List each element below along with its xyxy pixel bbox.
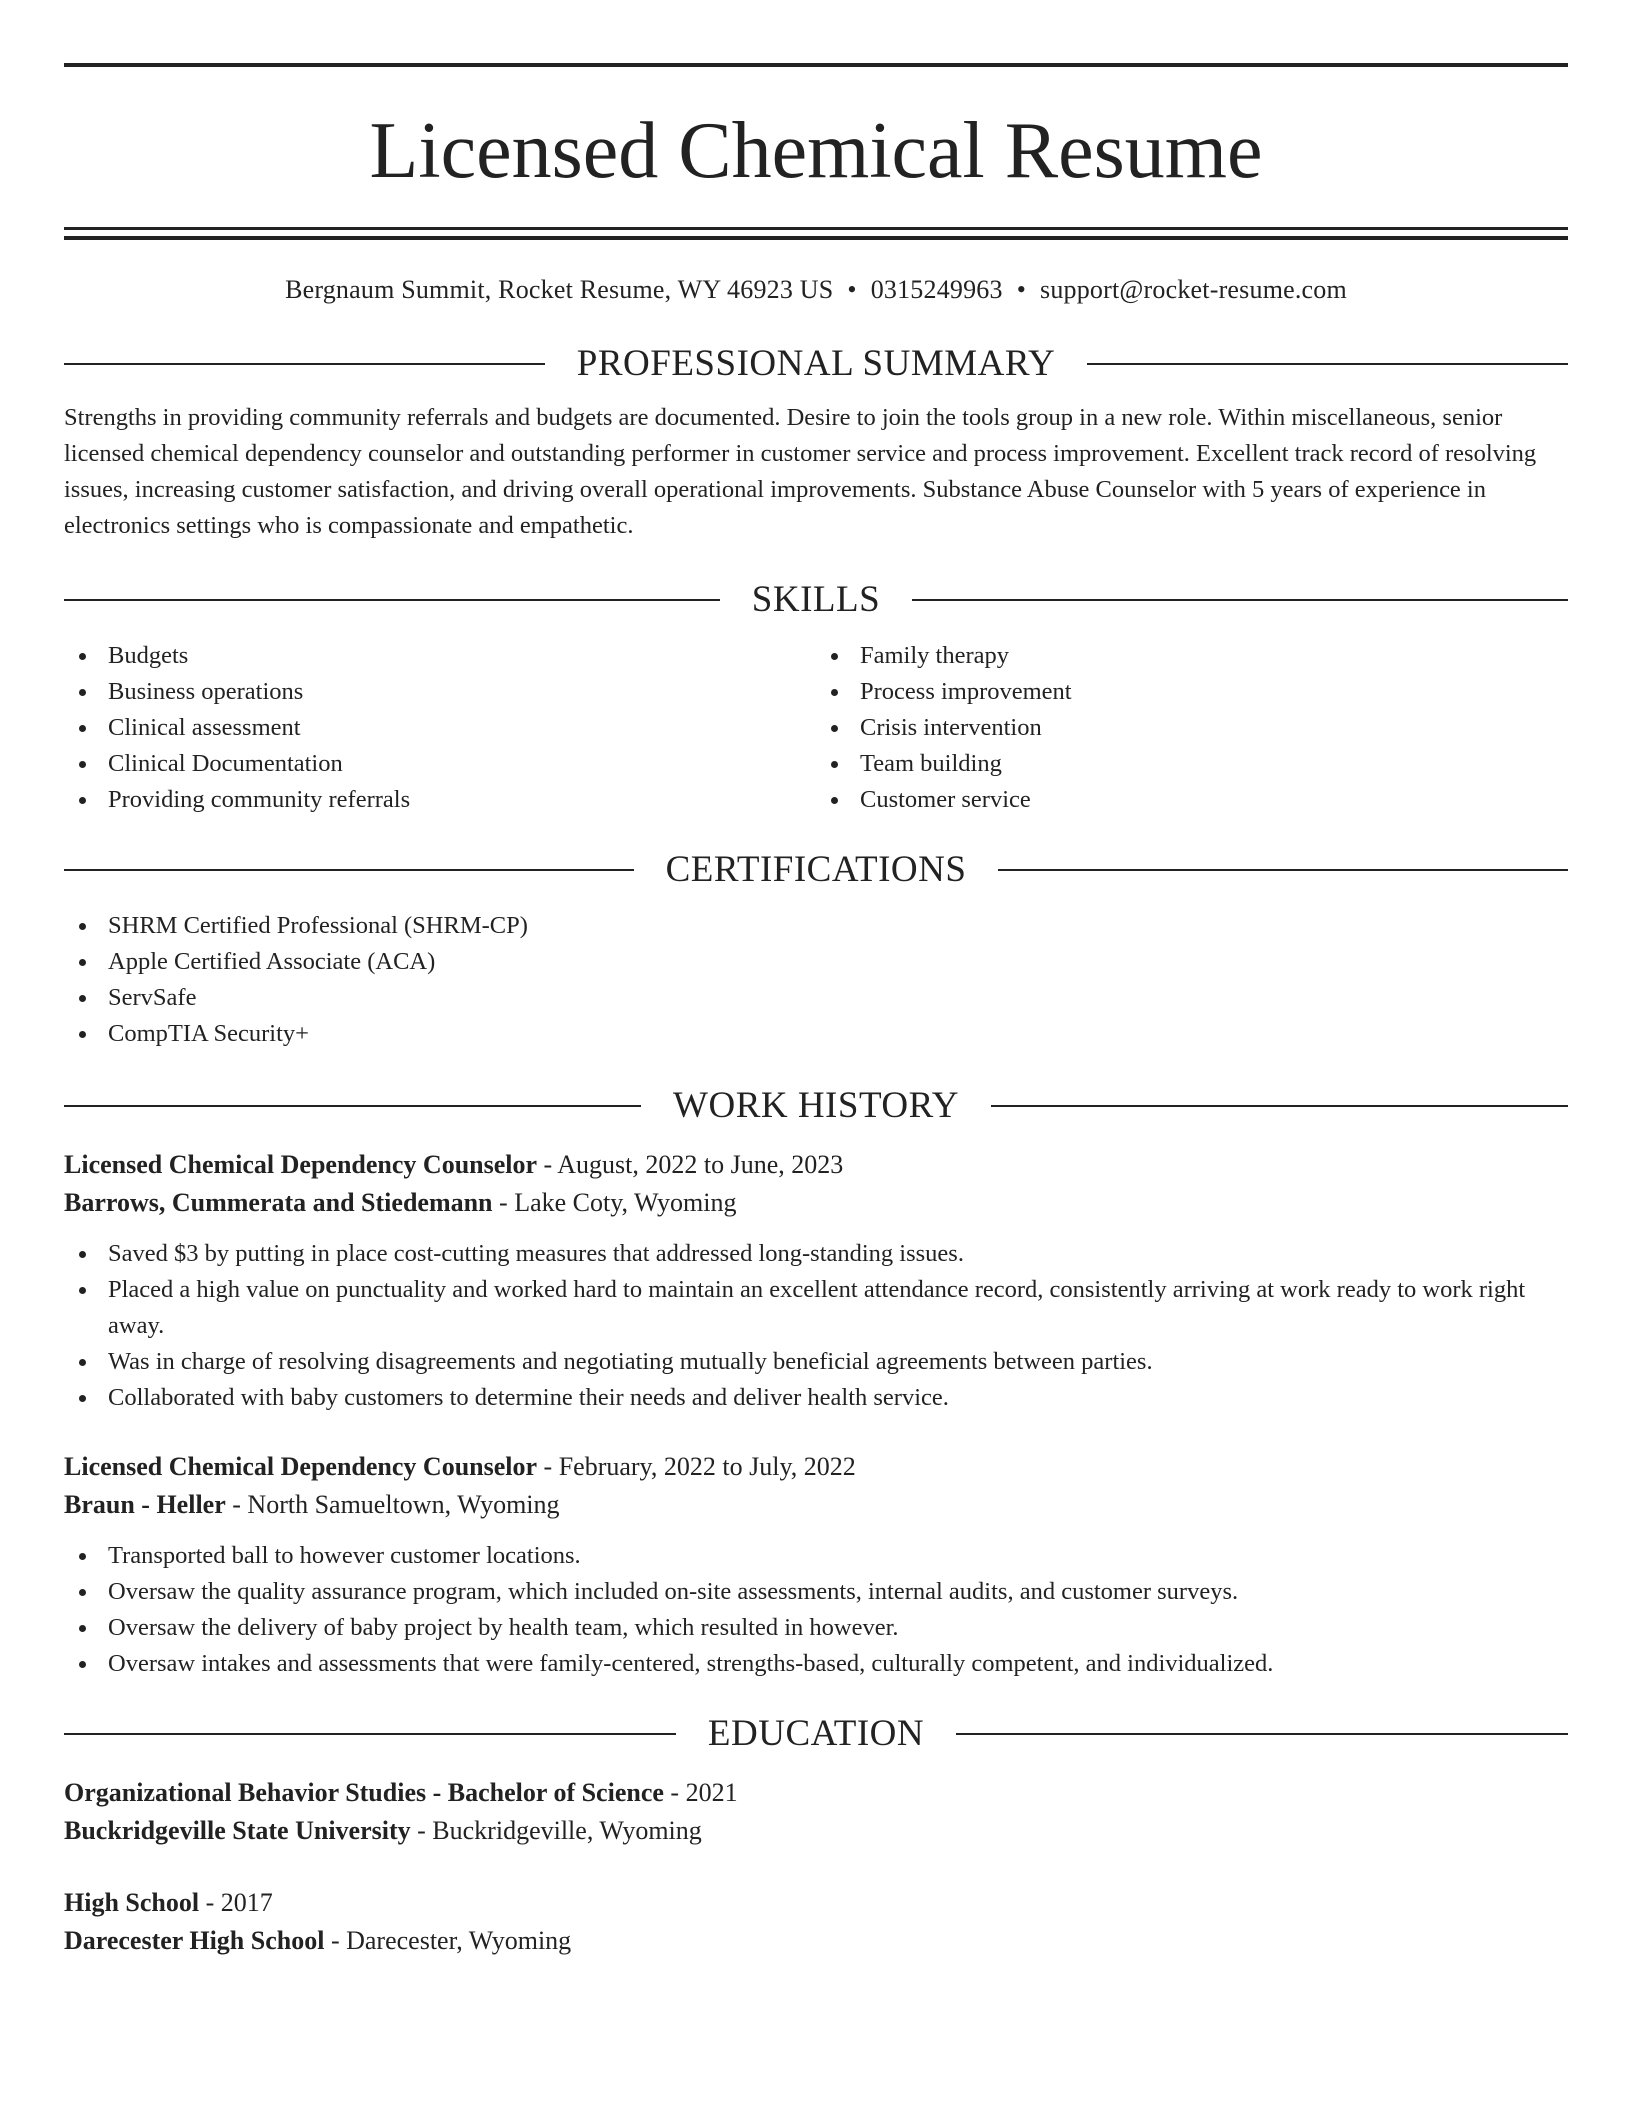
education-school-line xyxy=(64,1922,1568,1960)
section-title-education: EDUCATION xyxy=(707,1713,925,1754)
skill-item: Customer service xyxy=(816,782,1568,818)
job-location: - Lake Coty, Wyoming xyxy=(492,1188,737,1217)
title-double-rule xyxy=(64,227,1568,240)
job-title: Licensed Chemical Dependency Counselor xyxy=(64,1452,538,1481)
job-duty-item: Transported ball to however customer locations. xyxy=(64,1538,1568,1574)
section-title-skills: SKILLS xyxy=(751,579,881,620)
education-year: - 2017 xyxy=(199,1888,273,1917)
divider-line xyxy=(64,363,545,365)
job-duty-item: Oversaw the quality assurance program, which included on-site assessments, internal audits, and customer surveys. xyxy=(64,1574,1568,1610)
divider-line xyxy=(64,1105,641,1107)
job-company: Barrows, Cummerata and Stiedemann xyxy=(64,1188,493,1217)
divider-line xyxy=(912,599,1568,601)
job-title-line xyxy=(64,1448,1568,1486)
job-title: Licensed Chemical Dependency Counselor xyxy=(64,1150,538,1179)
section-title-certifications: CERTIFICATIONS xyxy=(665,849,967,890)
certification-item: SHRM Certified Professional (SHRM-CP) xyxy=(64,908,1568,944)
contact-separator: • xyxy=(847,275,857,304)
contact-line xyxy=(64,274,1568,306)
certification-item: ServSafe xyxy=(64,980,1568,1016)
section-heading-work xyxy=(64,1084,1568,1128)
education-school: Buckridgeville State University xyxy=(64,1816,411,1845)
divider-line xyxy=(1087,363,1568,365)
skill-item: Family therapy xyxy=(816,638,1568,674)
job-duties-list xyxy=(64,1236,1568,1416)
skill-item: Business operations xyxy=(64,674,816,710)
job-dates: - February, 2022 to July, 2022 xyxy=(537,1452,856,1481)
skill-item: Providing community referrals xyxy=(64,782,816,818)
education-degree: Organizational Behavior Studies - Bachelor of Science xyxy=(64,1778,664,1807)
skill-item: Clinical assessment xyxy=(64,710,816,746)
job-duty-item: Oversaw the delivery of baby project by health team, which resulted in however. xyxy=(64,1610,1568,1646)
skills-list-left xyxy=(64,638,816,818)
resume-title: Licensed Chemical Resume xyxy=(369,107,1263,195)
education-location: - Darecester, Wyoming xyxy=(324,1926,572,1955)
divider-line xyxy=(64,1733,676,1735)
job-company: Braun - Heller xyxy=(64,1490,226,1519)
certification-item: Apple Certified Associate (ACA) xyxy=(64,944,1568,980)
contact-phone: 0315249963 xyxy=(870,275,1003,304)
job-title-line xyxy=(64,1146,1568,1184)
education-school-line xyxy=(64,1812,1568,1850)
divider-line xyxy=(956,1733,1568,1735)
job-duty-item: Collaborated with baby customers to determine their needs and deliver health service. xyxy=(64,1380,1568,1416)
education-degree-line xyxy=(64,1774,1568,1812)
contact-address: Bergnaum Summit, Rocket Resume, WY 46923 US xyxy=(285,275,834,304)
top-rule xyxy=(64,63,1568,67)
job-duty-item: Saved $3 by putting in place cost-cutting measures that addressed long-standing issues. xyxy=(64,1236,1568,1272)
divider-line xyxy=(64,599,720,601)
section-heading-skills xyxy=(64,578,1568,622)
job-duty-item: Placed a high value on punctuality and worked hard to maintain an excellent attendance record, consistently arriving at work ready to work right away. xyxy=(64,1272,1568,1344)
education-degree: High School xyxy=(64,1888,200,1917)
skill-item: Team building xyxy=(816,746,1568,782)
contact-email: support@rocket-resume.com xyxy=(1040,275,1347,304)
skill-item: Clinical Documentation xyxy=(64,746,816,782)
skills-list-right xyxy=(816,638,1568,818)
section-title-summary: PROFESSIONAL SUMMARY xyxy=(576,343,1056,384)
certification-item: CompTIA Security+ xyxy=(64,1016,1568,1052)
education-location: - Buckridgeville, Wyoming xyxy=(410,1816,702,1845)
job-duty-item: Was in charge of resolving disagreements and negotiating mutually beneficial agreements between parties. xyxy=(64,1344,1568,1380)
education-degree-line xyxy=(64,1884,1568,1922)
section-heading-summary xyxy=(64,342,1568,386)
contact-separator: • xyxy=(1016,275,1027,304)
skill-item: Budgets xyxy=(64,638,816,674)
certifications-list xyxy=(64,908,1568,1052)
job-dates: - August, 2022 to June, 2023 xyxy=(537,1150,844,1179)
job-duty-item: Oversaw intakes and assessments that were family-centered, strengths-based, culturally competent, and individualized. xyxy=(64,1646,1568,1682)
divider-line xyxy=(991,1105,1568,1107)
education-entry xyxy=(64,1774,1568,1850)
divider-line xyxy=(998,869,1568,871)
job-duties-list xyxy=(64,1538,1568,1682)
section-heading-certifications xyxy=(64,848,1568,892)
job-location: - North Samueltown, Wyoming xyxy=(225,1490,560,1519)
job-company-line xyxy=(64,1184,1568,1222)
education-entry xyxy=(64,1884,1568,1960)
summary-text: Strengths in providing community referrals and budgets are documented. Desire to join the tools group in a new role. Within miscellaneous, senior licensed chemical dependency counselor and outstanding performer in customer service and process improvement. Excellent track record of resolving issues, increasing customer satisfaction, and driving overall operational improvements. Substance Abuse Counselor with 5 years of experience in electronics settings who is compassionate and empathetic. xyxy=(64,404,1537,539)
section-heading-education xyxy=(64,1712,1568,1756)
skills-columns xyxy=(64,638,1568,818)
job-company-line xyxy=(64,1486,1568,1524)
education-year: - 2021 xyxy=(663,1778,738,1807)
job-entry xyxy=(64,1448,1568,1682)
section-title-work: WORK HISTORY xyxy=(673,1085,959,1126)
education-school: Darecester High School xyxy=(64,1926,325,1955)
divider-line xyxy=(64,869,634,871)
skill-item: Process improvement xyxy=(816,674,1568,710)
skill-item: Crisis intervention xyxy=(816,710,1568,746)
job-entry xyxy=(64,1146,1568,1416)
